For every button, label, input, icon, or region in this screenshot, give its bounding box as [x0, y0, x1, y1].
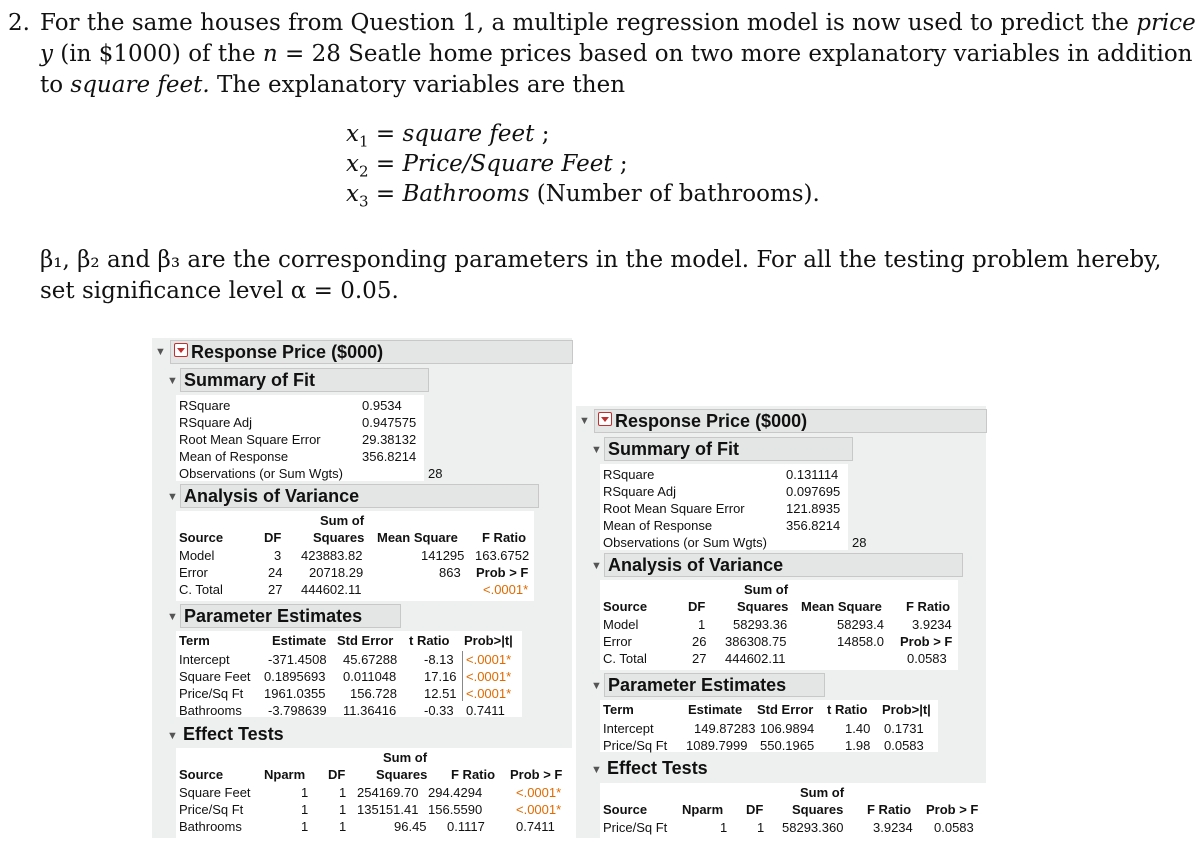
red-menu-icon[interactable]	[174, 343, 188, 357]
disclosure-icon[interactable]: ▼	[167, 611, 178, 623]
effect-tests-table: Sum of Source Nparm DF Squares F Ratio Prob > F Price/Sq Ft 1 1 58293.360 3.9234 0.0583	[600, 783, 986, 838]
summary-of-fit-table: RSquare RSquare Adj Root Mean Square Error Mean of Response Observations (or Sum Wgts) 0.131114 0.097695 121.8935 356.8214 28	[600, 464, 848, 550]
disclosure-icon[interactable]: ▼	[591, 444, 602, 456]
summary-of-fit-table: RSquare RSquare Adj Root Mean Square Error Mean of Response Observations (or Sum Wgts) 0.9534 0.947575 29.38132 356.8214 28	[176, 395, 424, 481]
disclosure-icon[interactable]: ▼	[167, 375, 178, 387]
disclosure-icon[interactable]: ▼	[167, 491, 178, 503]
right-report-panel	[576, 406, 986, 838]
beta-line: β₁, β₂ and β₃ are the corresponding parameters in the model. For all the testing problem hereby,	[40, 247, 1162, 273]
equation-x1: $x_1$ = square feet ;	[346, 121, 550, 151]
parameter-estimates-table: Term Estimate Std Error t Ratio Prob>|t| Intercept Square Feet Price/Sq Ft Bathrooms -371.4508 0.1895693 1961.0355 -3.798639 45.67288 0.011048 156.728 11.36416 -8.13 17.16 12.51 -0.33 <.0001* <.0001* <.0001* 0.7411	[176, 631, 522, 717]
anova-table: Sum of Source DF Squares Mean Square F Ratio Model Error C. Total 3 24 27 423883.82 20718.29 444602.11 141295 863 163.6752 Prob > F <.0001*	[176, 511, 534, 601]
disclosure-icon[interactable]: ▼	[579, 415, 590, 427]
effect-tests-table: Sum of Source Nparm DF Squares F Ratio Prob > F Square Feet Price/Sq Ft Bathrooms 1 1 1 1 1 1 254169.70 135151.41 96.45 294.4294 156.5590 0.1117 <.0001* <.0001* 0.7411	[176, 748, 572, 838]
anova-header[interactable]: Analysis of Variance	[604, 553, 963, 577]
parameter-estimates-table: Term Estimate Std Error t Ratio Prob>|t| Intercept Price/Sq Ft 149.87283 1089.7999 106.9894 550.1965 1.40 1.98 0.1731 0.0583	[600, 700, 938, 752]
right-report-title[interactable]: Response Price ($000)	[594, 409, 987, 433]
equation-x3: $x_3$ = Bathrooms (Number of bathrooms).	[346, 181, 820, 211]
question-number: 2.	[8, 10, 30, 36]
significance-separator	[462, 651, 463, 701]
parameter-estimates-header[interactable]: Parameter Estimates	[604, 673, 825, 697]
left-report-panel	[152, 338, 572, 838]
disclosure-icon[interactable]: ▼	[167, 730, 178, 742]
summary-of-fit-header[interactable]: Summary of Fit	[604, 437, 853, 461]
summary-of-fit-header[interactable]: Summary of Fit	[180, 368, 429, 392]
question-line-2: y (in $1000) of the n = 28 Seatle home prices based on two more explanatory variables in addition	[40, 41, 1193, 67]
effect-tests-header[interactable]: Effect Tests	[607, 758, 708, 778]
anova-table: Sum of Source DF Squares Mean Square F Ratio Model Error C. Total 1 26 27 58293.36 386308.75 444602.11 58293.4 14858.0 3.9234 Prob > F 0.0583	[600, 580, 958, 670]
disclosure-icon[interactable]: ▼	[591, 680, 602, 692]
left-report-title[interactable]: Response Price ($000)	[170, 340, 573, 364]
disclosure-icon[interactable]: ▼	[591, 764, 602, 776]
disclosure-icon[interactable]: ▼	[155, 346, 166, 358]
disclosure-icon[interactable]: ▼	[591, 560, 602, 572]
question-line-3: to square feet. The explanatory variables are then	[40, 72, 626, 98]
question-line-1: For the same houses from Question 1, a multiple regression model is now used to predict the price	[40, 10, 1196, 36]
parameter-estimates-header[interactable]: Parameter Estimates	[180, 604, 401, 628]
anova-header[interactable]: Analysis of Variance	[180, 484, 539, 508]
significance-line: set significance level α = 0.05.	[40, 278, 399, 304]
equation-x2: $x_2$ = Price/Square Feet ;	[346, 151, 628, 181]
effect-tests-header[interactable]: Effect Tests	[183, 724, 284, 744]
red-menu-icon[interactable]	[598, 412, 612, 426]
